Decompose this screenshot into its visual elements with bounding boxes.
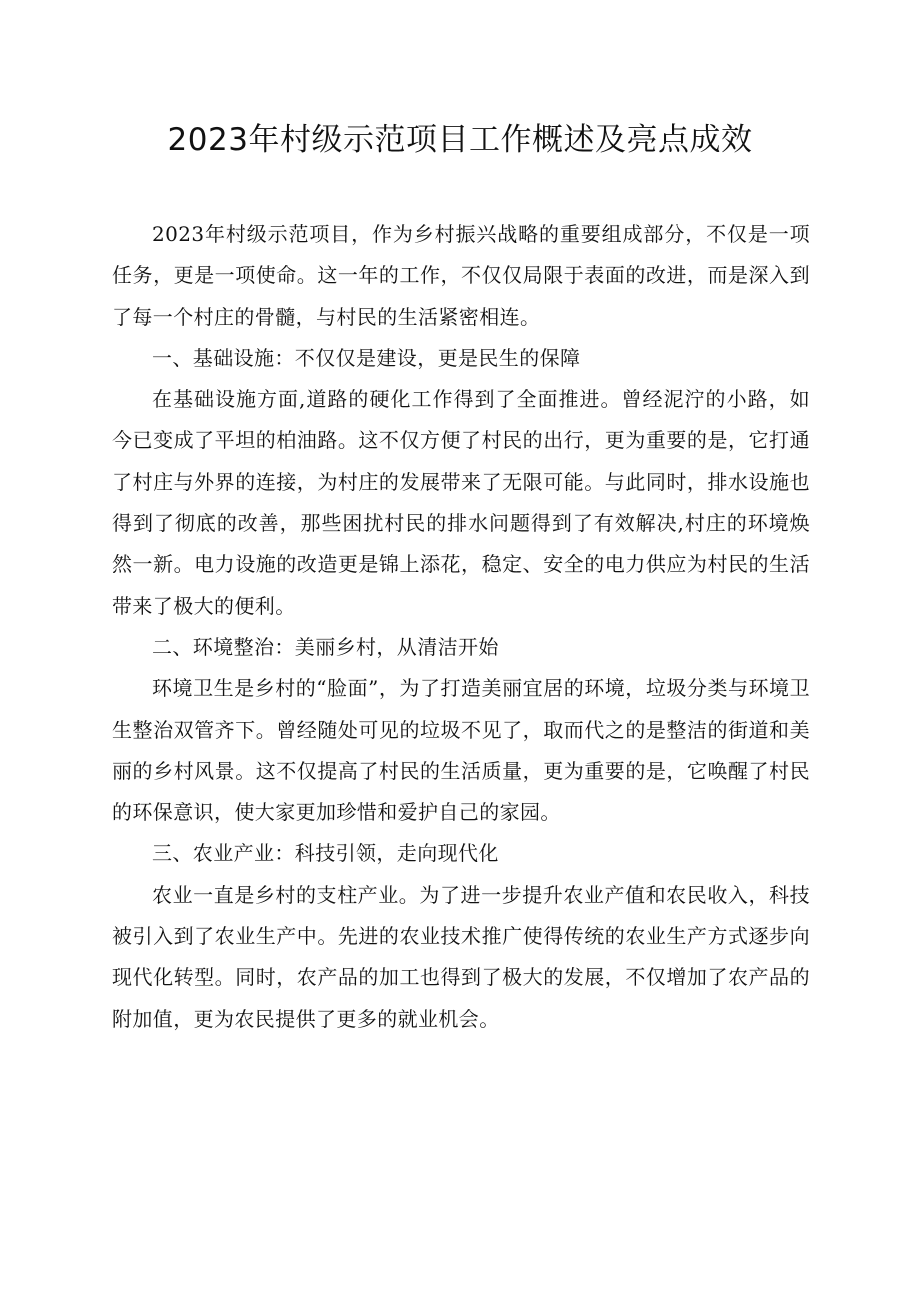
section-body-agriculture: 农业一直是乡村的支柱产业。为了进一步提升农业产值和农民收入，科技被引入到了农业生产中。先进的农业技术推广使得传统的农业生产方式逐步向现代化转型。同时，农产品的加工也得到了极大的发展，不仅增加了农产品的附加值，更为农民提供了更多的就业机会。 xyxy=(112,882,810,1031)
section-heading-infrastructure: 一、基础设施：不仅仅是建设，更是民生的保障 xyxy=(152,345,581,370)
section-heading-environment: 二、环境整治：美丽乡村，从清洁开始 xyxy=(152,634,499,659)
section-heading-agriculture: 三、农业产业：科技引领，走向现代化 xyxy=(152,841,499,866)
section-body-infrastructure: 在基础设施方面,道路的硬化工作得到了全面推进。曾经泥泞的小路，如今已变成了平坦的柏油路。这不仅方便了村民的出行，更为重要的是，它打通了村庄与外界的连接，为村庄的发展带来了无限可能。与此同时，排水设施也得到了彻底的改善，那些困扰村民的排水问题得到了有效解决,村庄的环境焕然一新。电力设施的改造更是锦上添花，稳定、安全的电力供应为村民的生活带来了极大的便利。 xyxy=(112,387,810,618)
section-body-environment: 环境卫生是乡村的“脸面”，为了打造美丽宜居的环境，垃圾分类与环境卫生整治双管齐下。曾经随处可见的垃圾不见了，取而代之的是整洁的街道和美丽的乡村风景。这不仅提高了村民的生活质量，更为重要的是，它唤醒了村民的环保意识，使大家更加珍惜和爱护自己的家园。 xyxy=(112,676,810,825)
document-title: 2023年村级示范项目工作概述及亮点成效 xyxy=(167,122,753,158)
intro-paragraph: 2023年村级示范项目，作为乡村振兴战略的重要组成部分，不仅是一项任务，更是一项使命。这一年的工作，不仅仅局限于表面的改进，而是深入到了每一个村庄的骨髓，与村民的生活紧密相连。 xyxy=(112,222,810,329)
document-body xyxy=(112,214,810,1040)
